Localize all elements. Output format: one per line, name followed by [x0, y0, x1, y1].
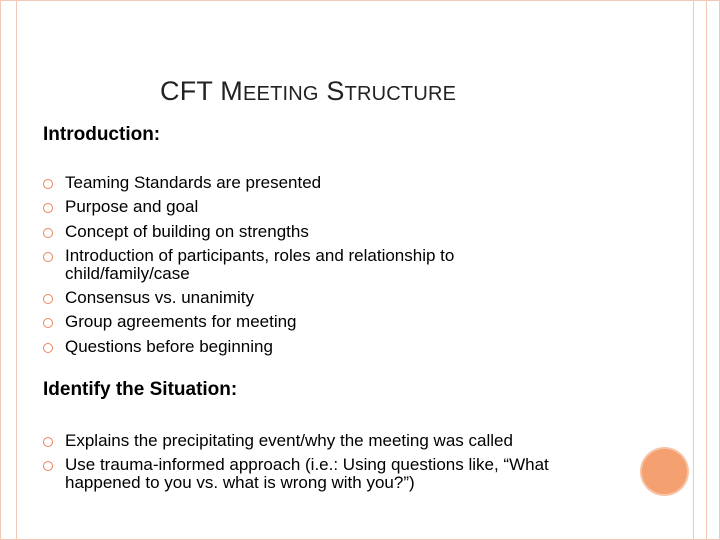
page-title: CFT MEETING STRUCTURE [160, 76, 457, 106]
list-item: Explains the precipitating event/why the meeting was called [43, 432, 549, 450]
circle-bullet-icon [43, 179, 53, 189]
circle-bullet-icon [43, 437, 53, 447]
list-item: Consensus vs. unanimity [43, 289, 454, 307]
list-item: Questions before beginning [43, 338, 454, 356]
right-border-stripe [693, 0, 707, 540]
section-heading-introduction: Introduction: [43, 124, 161, 145]
list-item: Purpose and goal [43, 198, 454, 216]
list-item: Use trauma-informed approach (i.e.: Using questions like, “What happened to you vs. what is wrong with you?”) [43, 456, 549, 492]
left-border-stripe [8, 0, 17, 540]
section-heading-identify-situation: Identify the Situation: [43, 379, 238, 400]
list-item: Teaming Standards are presented [43, 174, 454, 192]
list-item: Group agreements for meeting [43, 313, 454, 331]
introduction-list [43, 174, 454, 362]
circle-bullet-icon [43, 252, 53, 262]
circle-bullet-icon [43, 203, 53, 213]
list-item: Concept of building on strengths [43, 223, 454, 241]
circle-bullet-icon [43, 228, 53, 238]
identify-situation-list [43, 432, 549, 499]
circle-bullet-icon [43, 294, 53, 304]
circle-bullet-icon [43, 318, 53, 328]
circle-bullet-icon [43, 461, 53, 471]
circle-bullet-icon [43, 343, 53, 353]
list-item: Introduction of participants, roles and relationship to child/family/case [43, 247, 454, 283]
decorative-circle [642, 449, 687, 494]
